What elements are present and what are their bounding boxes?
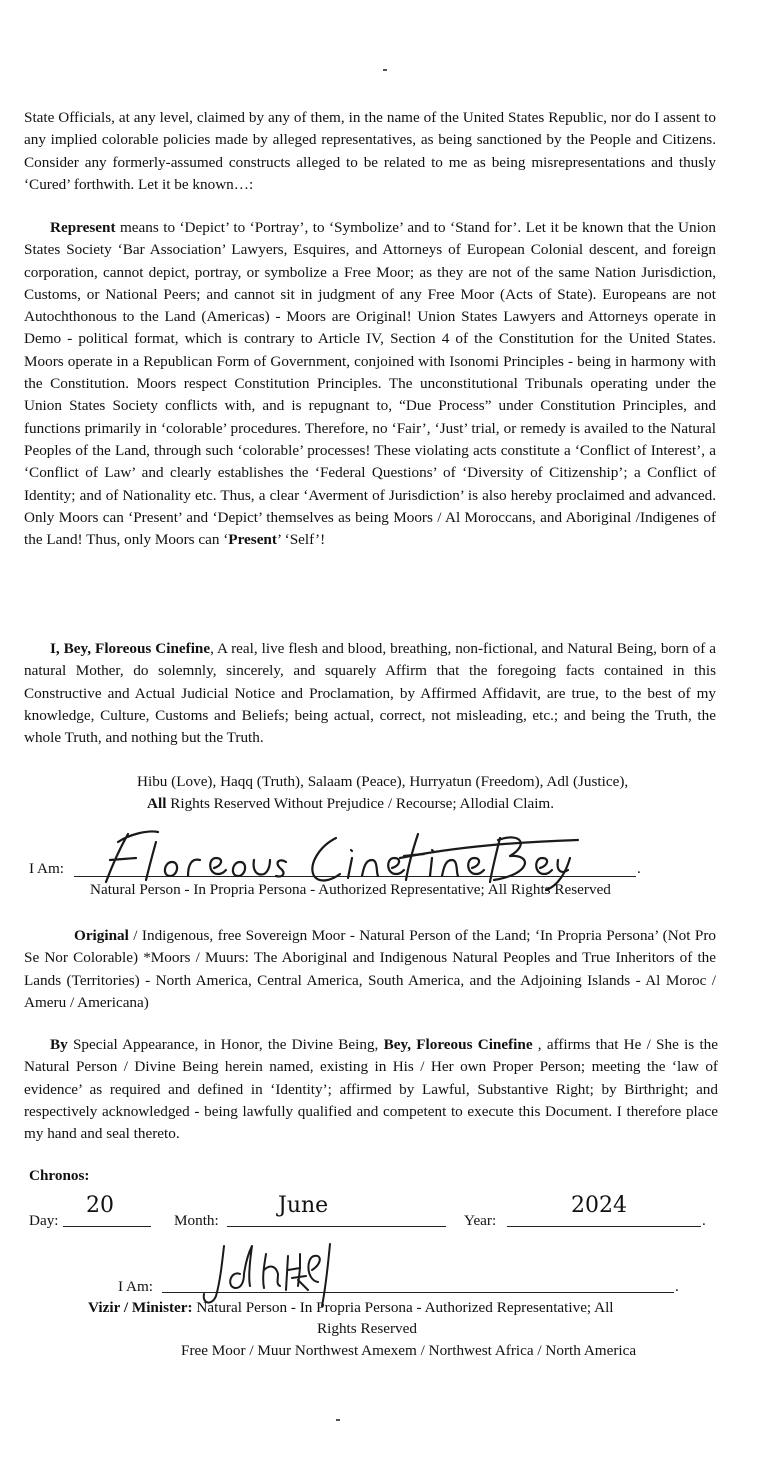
values-line-2-lead: All [147,795,167,812]
chronos-heading: Chronos: [29,1167,90,1184]
month-label: Month: [174,1212,219,1229]
page-mark [383,69,387,71]
signature-floreous-cinefine-bey [100,828,580,888]
minister-signature-period: . [675,1278,679,1295]
month-line [227,1226,446,1227]
signature-line-period: . [637,860,641,877]
minister-caption-text: Natural Person - In Propria Persona - Authorized Representative; All [192,1299,614,1316]
year-value: 2024 [571,1193,627,1218]
paragraph-special-appearance [24,1034,718,1145]
year-label: Year: [464,1212,497,1229]
day-label: Day: [29,1212,59,1229]
day-value: 20 [86,1193,114,1218]
paragraph-special-lead: By [50,1036,68,1053]
paragraph-affirmation-body: , A real, live flesh and blood, breathing, non-fictional, and Natural Being, born of a natural Mother, do solemnly, sincerely, and squarely Affirm that the foregoing facts contained in this Constructive and Actual Judicial Notice and Proclamation, by Affirmed Affidavit, are true, to the best of my knowledge, Culture, Customs and Beliefs; being actual, correct, not misleading, etc.; and being the Truth, the whole Truth, and nothing but the Truth. [24,640,716,747]
paragraph-assent: State Officials, at any level, claimed by any of them, in the name of the United States Republic, nor do I assent to any implied colorable policies made by alleged representatives, as being sanctioned by the People and Citizens. Consider any formerly-assumed constructs alleged to be related to me as being misrepresentations and thusly ‘Cured’ forthwith. Let it be known…: [24,109,716,193]
paragraph-represent-emph: Present [228,531,277,549]
minister-caption-line-1 [88,1298,614,1318]
paragraph-affirmation-lead: I, Bey, Floreous Cinefine [50,640,211,657]
page-mark-bottom [336,1419,340,1421]
values-line-2-rest: Rights Reserved Without Prejudice / Recourse; Allodial Claim. [166,795,555,812]
minister-signature-label: I Am: [118,1278,154,1295]
year-line-period: . [702,1212,706,1229]
paragraph-special-body: , affirms that He / She is the Natural Person / Divine Being herein named, existing in His / Her own Proper Person; meeting the ‘law of evidence’ as required and defined in ‘Identity’; affirmed by Lawful, Substantive Right; by Birthright; and respectively acknowledged - being lawfully qualified and competent to execute this Document. I therefore place my hand and seal thereto. [24,1036,718,1143]
paragraph-represent [24,217,716,551]
minister-caption-line-3: Free Moor / Muur Northwest Amexem / Northwest Africa / North America [181,1342,637,1359]
values-line-1: Hibu (Love), Haqq (Truth), Salaam (Peace), Hurryatun (Freedom), Adl (Justice), [137,773,629,790]
paragraph-represent-lead: Represent [50,219,116,236]
paragraph-special-name: Bey, Floreous Cinefine [383,1036,533,1053]
minister-caption-line-2: Rights Reserved [317,1320,417,1337]
month-value: June [278,1193,329,1218]
signature-caption: Natural Person - In Propria Persona - Authorized Representative; All Rights Reserved [90,881,611,898]
paragraph-represent-tail: ’ ‘Self’! [276,531,326,549]
paragraph-original-body: / Indigenous, free Sovereign Moor - Natural Person of the Land; ‘In Propria Persona’ (Not Pro Se Nor Colorable) *Moors / Muurs: The Aboriginal and Indigenous Natural Peoples and True Inheritors of the Lands (Territories) - North America, Central America, South America, and the Adjoining Islands - Al Moroc / Ameru / Americana) [24,927,716,1011]
paragraph-original-lead: Original [74,927,129,944]
signature-label: I Am: [29,860,65,877]
values-line-2 [147,794,554,814]
minister-title: Vizir / Minister: [88,1299,193,1316]
year-line [507,1226,701,1227]
paragraph-special-mid: Special Appearance, in Honor, the Divine Being, [67,1036,384,1053]
paragraph-original [24,925,716,1014]
day-line [63,1226,151,1227]
paragraph-affirmation [24,638,716,749]
paragraph-represent-body: means to ‘Depict’ to ‘Portray’, to ‘Symbolize’ and to ‘Stand for’. Let it be known that the Union States Society ‘Bar Association’ Lawyers, Esquires, and Attorneys of European Colonial descent, and foreign corporation, cannot depict, portray, or symbolize a Free Moor; as they are not of the same Nation Jurisdiction, Customs, or National Peers; and cannot sit in judgment of any Free Moor (Acts of State). Europeans are not Autochthonous to the Land (Americas) - Moors are Original! Union States Lawyers and Attorneys operate in Demo - political format, which is contrary to Article IV, Section 4 of the Constitution for the United States. Moors operate in a Republican Form of Government, conjoined with Isonomi Principles - being in harmony with the Constitution. Moors respect Constitution Principles. The unconstitutional Tribunals operating under the Union States Society conflicts with, and is repugnant to, “Due Process” under Constitution Principles, and functions primarily in ‘colorable’ procedures. Therefore, no ‘Fair’, ‘Just’ trial, or remedy is availed to the Natural Peoples of the Land, through such ‘colorable’ processes! These violating acts constitute a ‘Conflict of Interest’, a ‘Conflict of Law’ and clearly establishes the ‘Federal Questions’ of ‘Diversity of Citizenship’; a Conflict of Identity; and of Nationality etc. Thus, a clear ‘Averment of Jurisdiction’ is also hereby proclaimed and advanced. Only Moors can ‘Present’ and ‘Depict’ themselves as being Moors / Al Moroccans, and Aboriginal /Indigenes of the Land! Thus, only Moors can ‘ [24,219,716,549]
